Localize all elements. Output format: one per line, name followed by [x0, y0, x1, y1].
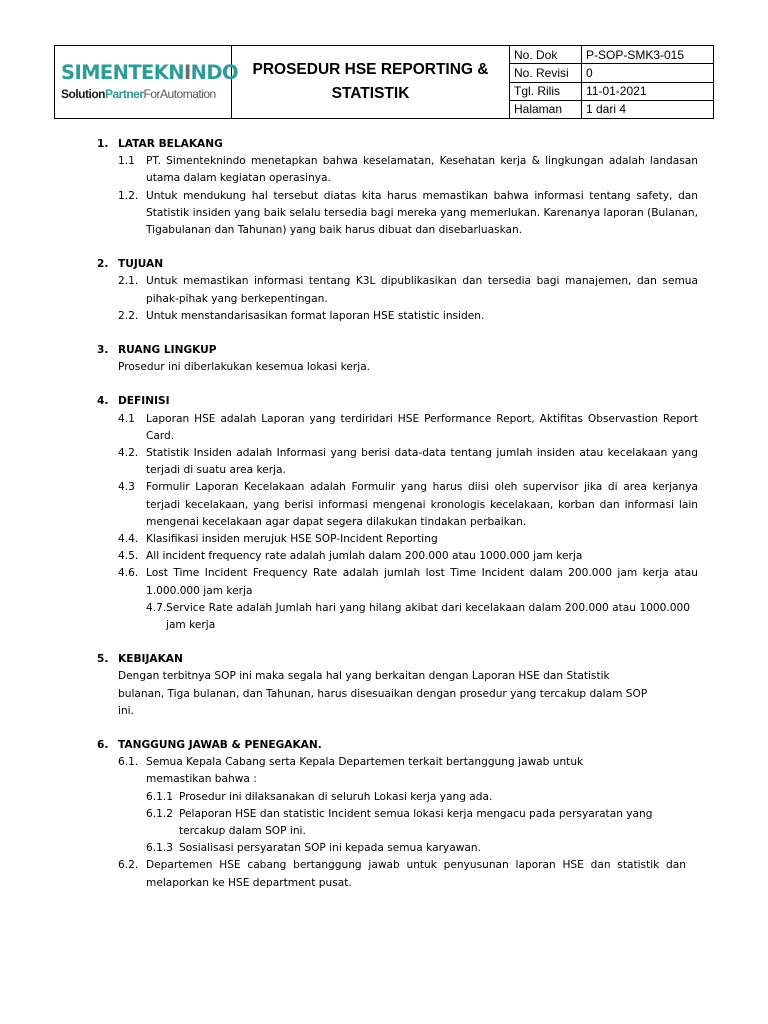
item-text: PT. Simenteknindo menetapkan bahwa keselamatan, Kesehatan kerja & lingkungan adalah landasan utama dalam kegiatan operasinya. [146, 155, 698, 185]
item-text: Departemen HSE cabang bertanggung jawab untuk penyusunan laporan HSE dan statistik dan melaporkan ke HSE department pusat. [146, 859, 686, 889]
list-item [118, 445, 698, 479]
meta-value: P-SOP-SMK3-015 [586, 47, 685, 62]
item-number: 2.1. [118, 275, 139, 288]
meta-label: Halaman [510, 101, 582, 118]
list-item [118, 308, 698, 325]
list-item [146, 600, 690, 634]
item-number: 4.7. [146, 601, 167, 614]
document-body [0, 136, 768, 892]
section-number: 3. [97, 344, 109, 356]
list-item [146, 806, 699, 840]
item-text: Lost Time Incident Frequency Rate adalah jumlah lost Time Incident dalam 200.000 jam kerja atau 1.000.000 jam kerja [146, 567, 698, 597]
list-item [146, 840, 699, 857]
item-text: Untuk menstandarisasikan format laporan HSE statistic insiden. [146, 309, 485, 322]
company-logo [55, 46, 238, 118]
meta-row-page [510, 101, 713, 118]
item-number: 4.1 [118, 412, 135, 425]
logo-tagline [61, 86, 231, 102]
meta-label: No. Dok [510, 46, 582, 63]
item-number: 1.1 [118, 155, 135, 168]
item-text: Klasifikasi insiden merujuk HSE SOP-Incident Reporting [146, 533, 438, 545]
item-number: 6.2. [118, 859, 139, 872]
item-number: 1.2. [118, 189, 139, 202]
list-item [118, 548, 698, 565]
section-scope [0, 342, 768, 376]
section-title: TANGGUNG JAWAB & PENEGAKAN. [118, 739, 322, 752]
list-item [118, 188, 698, 240]
list-item [118, 479, 698, 531]
item-number: 6.1.1 [146, 790, 173, 803]
item-text: Untuk memastikan informasi tentang K3L dipublikasikan dan tersedia bagi manajemen, dan semua pihak-pihak yang berkepentingan. [146, 275, 698, 305]
item-number: 4.5. [118, 550, 139, 563]
document-header [54, 45, 714, 119]
section-heading [0, 737, 768, 754]
section-number: 6. [97, 739, 109, 752]
section-responsibility [0, 737, 768, 892]
section-title: TUJUAN [118, 258, 164, 271]
document-title: PROSEDUR HSE REPORTING & STATISTIK [232, 46, 510, 118]
meta-value: 0 [586, 65, 593, 80]
meta-label: No. Revisi [510, 64, 582, 81]
list-item [118, 565, 698, 599]
section-number: 5. [97, 653, 109, 666]
section-purpose [0, 256, 768, 325]
list-item [118, 411, 698, 445]
item-text: Statistik Insiden adalah Informasi yang berisi data-data tentang jumlah insiden atau kecelakaan yang terjadi di suatu area kerja. [146, 446, 698, 477]
item-number: 6.1.2 [146, 807, 173, 820]
section-title: RUANG LINGKUP [118, 344, 217, 356]
item-text: Sosialisasi persyaratan SOP ini kepada semua karyawan. [179, 842, 481, 855]
item-number: 4.6. [118, 567, 139, 580]
item-text: Untuk mendukung hal tersebut diatas kita harus memastikan bahwa informasi tentang safety, dan Statistik insiden yang baik selalu tersedia bagi mereka yang memerlukan. Karenanya laporan (Bulanan, Tigabulanan dan Tahunan) yang baik harus dibuat dan disebarluaskan. [146, 189, 698, 236]
logo-tagline-part2: Partner [105, 87, 144, 101]
meta-row-doc-number [510, 46, 713, 64]
section-title: DEFINISI [118, 395, 170, 408]
meta-value: 1 dari 4 [586, 102, 627, 117]
section-number: 2. [97, 258, 109, 271]
section-heading [0, 342, 768, 359]
section-number: 1. [97, 138, 109, 150]
document-meta-table [510, 46, 713, 118]
section-heading [0, 256, 768, 273]
logo-brand-part2: I [184, 61, 191, 84]
list-item [146, 789, 699, 806]
item-text: Formulir Laporan Kecelakaan adalah Formulir yang harus diisi oleh supervisor jika di area kerjanya terjadi kecelakaan, yang berisi informasi mengenai kronologis kecelakaan, korban dan informasi lain mengenai kecelakaan agar dapat segera dilakukan tindakan perbaikan. [146, 481, 698, 528]
section-paragraph: Dengan terbitnya SOP ini maka segala hal yang berkaitan dengan Laporan HSE dan Statistik bulanan, Tiga bulanan, dan Tahunan, harus disesuaikan dengan prosedur yang tercakup dalam SOP ini. [118, 670, 648, 717]
list-item [118, 531, 698, 548]
meta-label: Tgl. Rilis [510, 83, 582, 100]
item-text: Semua Kepala Cabang serta Kepala Departemen terkait bertanggung jawab untuk memastikan bahwa : [146, 756, 584, 786]
meta-value: 11-01-2021 [586, 84, 647, 99]
section-paragraph: Prosedur ini diberlakukan kesemua lokasi kerja. [118, 361, 371, 374]
item-text: Pelaporan HSE dan statistic Incident semua lokasi kerja mengacu pada persyaratan yang tercakup dalam SOP ini. [179, 807, 653, 838]
item-text: Prosedur ini dilaksanakan di seluruh Lokasi kerja yang ada. [179, 790, 493, 803]
logo-brand-part1: SIMENTEKN [61, 61, 184, 84]
item-text: All incident frequency rate adalah jumlah dalam 200.000 atau 1000.000 jam kerja [146, 550, 583, 563]
section-number: 4. [97, 395, 109, 408]
section-policy [0, 651, 768, 720]
item-number: 4.4. [118, 533, 139, 545]
list-item [118, 754, 646, 788]
list-item [118, 857, 686, 891]
section-title: KEBIJAKAN [118, 653, 183, 666]
logo-tagline-part1: Solution [61, 87, 105, 101]
item-number: 4.3 [118, 481, 135, 494]
list-item [118, 153, 698, 187]
item-text: Service Rate adalah Jumlah hari yang hilang akibat dari kecelakaan dalam 200.000 atau 1000.000 jam kerja [166, 601, 690, 632]
list-item [118, 273, 698, 307]
logo-tagline-part3: ForAutomation [143, 87, 216, 101]
item-number: 2.2. [118, 309, 139, 322]
section-heading [0, 651, 768, 668]
meta-row-release-date [510, 83, 713, 101]
section-definitions [0, 393, 768, 634]
logo-brand-part3: NDO [190, 61, 238, 84]
item-text: Laporan HSE adalah Laporan yang terdiridari HSE Performance Report, Aktifitas Observastion Report Card. [146, 412, 698, 442]
item-number: 6.1. [118, 756, 139, 769]
logo-brand [61, 61, 238, 84]
item-number: 4.2. [118, 446, 139, 459]
section-background [0, 136, 768, 239]
section-heading [0, 136, 768, 153]
item-number: 6.1.3 [146, 842, 173, 855]
section-title: LATAR BELAKANG [118, 138, 223, 150]
meta-row-revision [510, 64, 713, 82]
section-heading [0, 393, 768, 410]
